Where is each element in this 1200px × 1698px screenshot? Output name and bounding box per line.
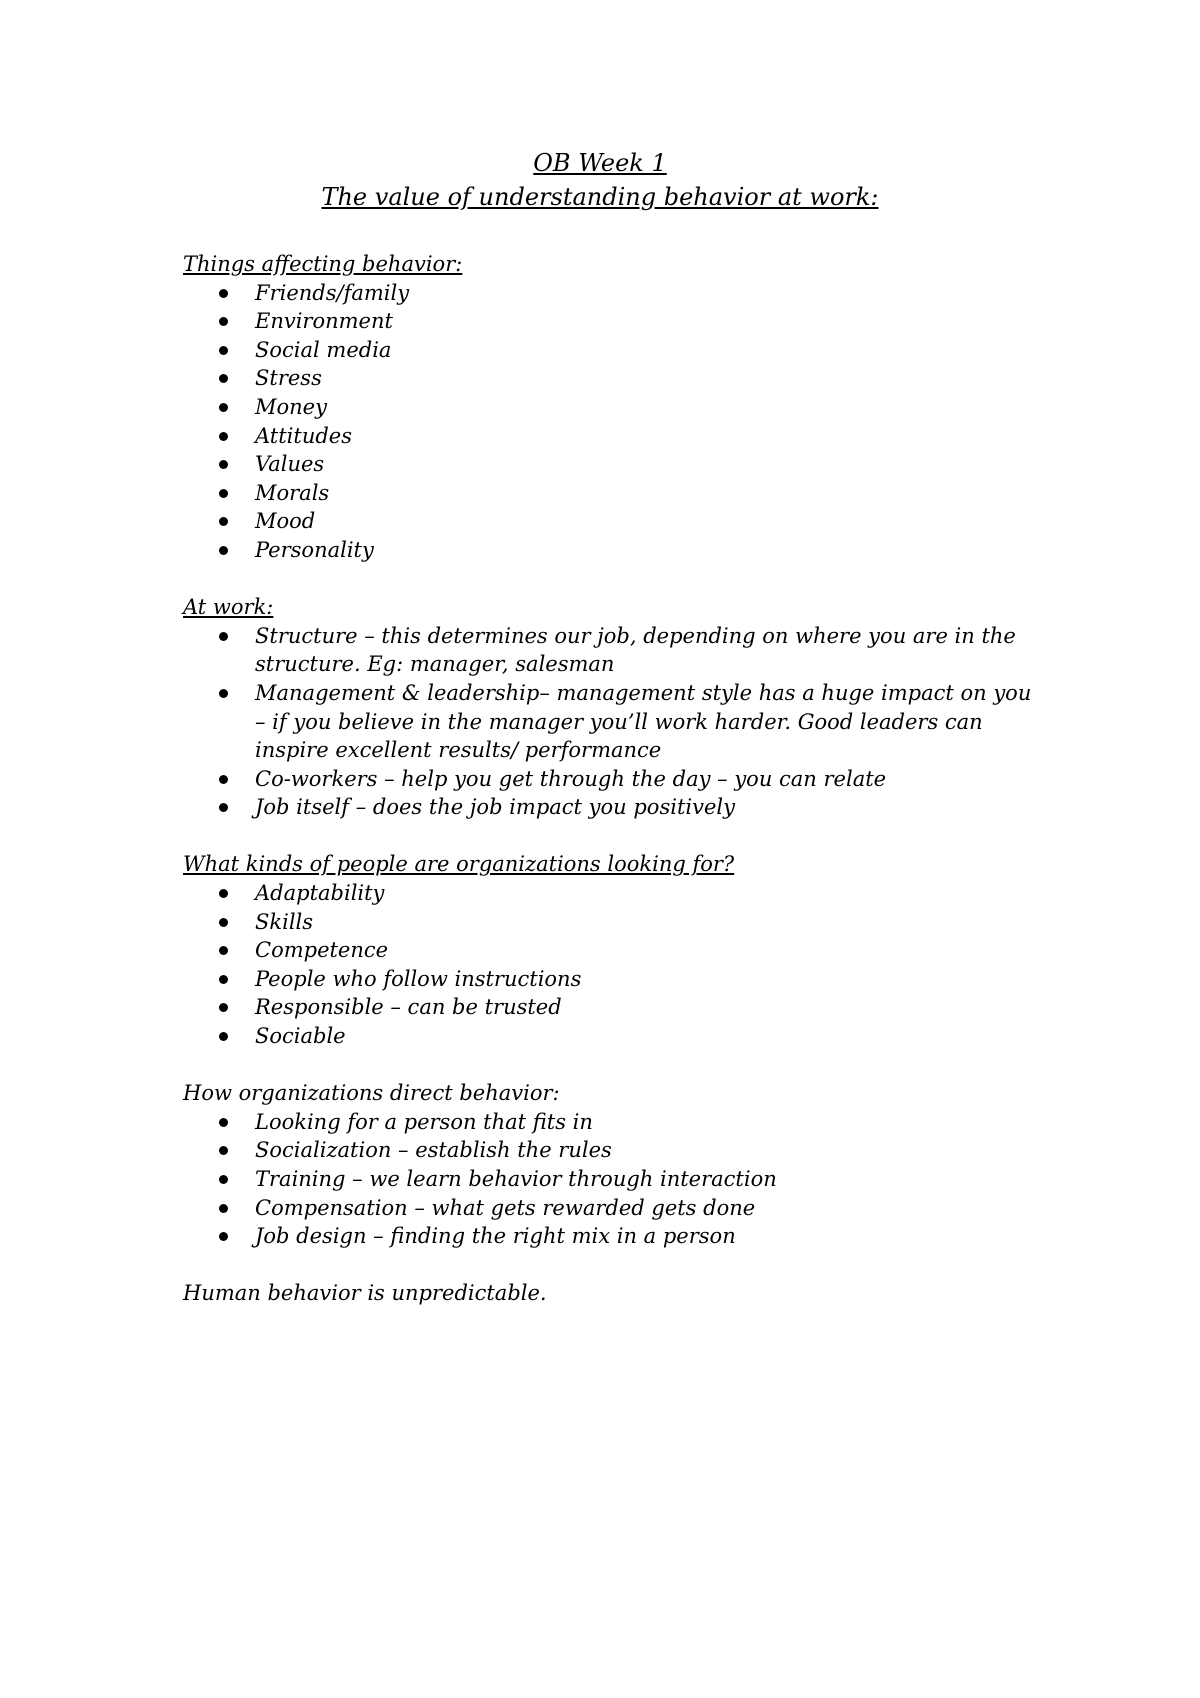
list-item: [183, 479, 1043, 508]
section-heading: How organizations direct behavior:: [183, 1081, 560, 1106]
document-content: [183, 250, 1043, 1308]
list-item-text: Structure – this determines our job, depending on where you are in the structure. Eg: manager, salesman: [255, 623, 1016, 677]
list-item: [183, 765, 1043, 794]
list-item-text: Mood: [255, 509, 316, 534]
bullet-icon: [219, 1003, 228, 1012]
list-item: [183, 879, 1043, 908]
bullet-icon: [219, 374, 228, 383]
closing-statement: Human behavior is unpredictable.: [183, 1281, 547, 1306]
bullet-icon: [219, 346, 228, 355]
list-item: [183, 279, 1043, 308]
document-title: OB Week 1: [533, 149, 667, 177]
list-item: [183, 679, 1043, 765]
bullet-icon: [219, 1232, 228, 1241]
list-item: [183, 993, 1043, 1022]
list-item-text: Attitudes: [255, 423, 353, 448]
list-item: [183, 1222, 1043, 1251]
list-item-text: Environment: [255, 309, 393, 334]
list-item-text: Looking for a person that fits in: [255, 1109, 593, 1134]
list-item-text: Compensation – what gets rewarded gets done: [255, 1195, 756, 1220]
section: [183, 1079, 1043, 1251]
list-item-text: Social media: [255, 337, 392, 362]
list-item: [183, 1108, 1043, 1137]
list-item: [183, 908, 1043, 937]
bullet-icon: [219, 975, 228, 984]
list-item: [183, 1194, 1043, 1223]
bullet-icon: [219, 889, 228, 898]
list-item: [183, 622, 1043, 679]
list-item-text: Skills: [255, 909, 314, 934]
list-item: [183, 1165, 1043, 1194]
list-item: [183, 422, 1043, 451]
list-item-text: Sociable: [255, 1024, 346, 1049]
list-item: [183, 507, 1043, 536]
list-item: [183, 793, 1043, 822]
bullet-icon: [219, 432, 228, 441]
list-item-text: Job design – finding the right mix in a person: [255, 1224, 736, 1249]
bullet-icon: [219, 1204, 228, 1213]
list-item-text: Management & leadership– management style has a huge impact on you – if you believe in the manager you’ll work harder. Good leaders can inspire excellent results/ performance: [255, 680, 1032, 763]
bullet-list: [183, 279, 1043, 565]
list-item-text: Stress: [255, 366, 322, 391]
list-item: [183, 1136, 1043, 1165]
bullet-list: [183, 622, 1043, 822]
list-item: [183, 450, 1043, 479]
bullet-list: [183, 879, 1043, 1051]
list-item-text: Morals: [255, 480, 330, 505]
list-item-text: Job itself – does the job impact you positively: [255, 795, 735, 820]
list-item-text: Responsible – can be trusted: [255, 995, 562, 1020]
bullet-icon: [219, 1032, 228, 1041]
bullet-icon: [219, 317, 228, 326]
section: [183, 593, 1043, 822]
list-item-text: Socialization – establish the rules: [255, 1138, 612, 1163]
bullet-icon: [219, 918, 228, 927]
list-item-text: Co-workers – help you get through the day – you can relate: [255, 766, 887, 791]
bullet-icon: [219, 689, 228, 698]
list-item-text: Personality: [255, 537, 374, 562]
list-item: [183, 936, 1043, 965]
sections-container: [183, 250, 1043, 1251]
bullet-icon: [219, 489, 228, 498]
list-item: [183, 364, 1043, 393]
bullet-icon: [219, 546, 228, 555]
bullet-icon: [219, 1146, 228, 1155]
bullet-icon: [219, 403, 228, 412]
bullet-icon: [219, 517, 228, 526]
list-item: [183, 307, 1043, 336]
list-item: [183, 965, 1043, 994]
list-item: [183, 336, 1043, 365]
bullet-icon: [219, 946, 228, 955]
section: [183, 850, 1043, 1050]
section-heading: At work:: [183, 595, 274, 620]
list-item-text: Friends/family: [255, 280, 410, 305]
bullet-icon: [219, 460, 228, 469]
list-item-text: Money: [255, 394, 327, 419]
bullet-icon: [219, 1118, 228, 1127]
list-item: [183, 536, 1043, 565]
section: [183, 250, 1043, 565]
section-heading: Things affecting behavior:: [183, 252, 463, 276]
list-item-text: Competence: [255, 938, 389, 963]
document-subtitle: The value of understanding behavior at work:: [321, 183, 879, 211]
list-item-text: People who follow instructions: [255, 966, 582, 991]
list-item-text: Adaptability: [255, 881, 385, 906]
title-block: [0, 146, 1200, 214]
bullet-icon: [219, 1175, 228, 1184]
bullet-icon: [219, 632, 228, 641]
list-item-text: Values: [255, 452, 325, 477]
bullet-icon: [219, 803, 228, 812]
bullet-icon: [219, 289, 228, 298]
list-item: [183, 393, 1043, 422]
bullet-icon: [219, 775, 228, 784]
bullet-list: [183, 1108, 1043, 1251]
list-item: [183, 1022, 1043, 1051]
section-heading: What kinds of people are organizations looking for?: [183, 852, 735, 877]
list-item-text: Training – we learn behavior through interaction: [255, 1167, 777, 1191]
